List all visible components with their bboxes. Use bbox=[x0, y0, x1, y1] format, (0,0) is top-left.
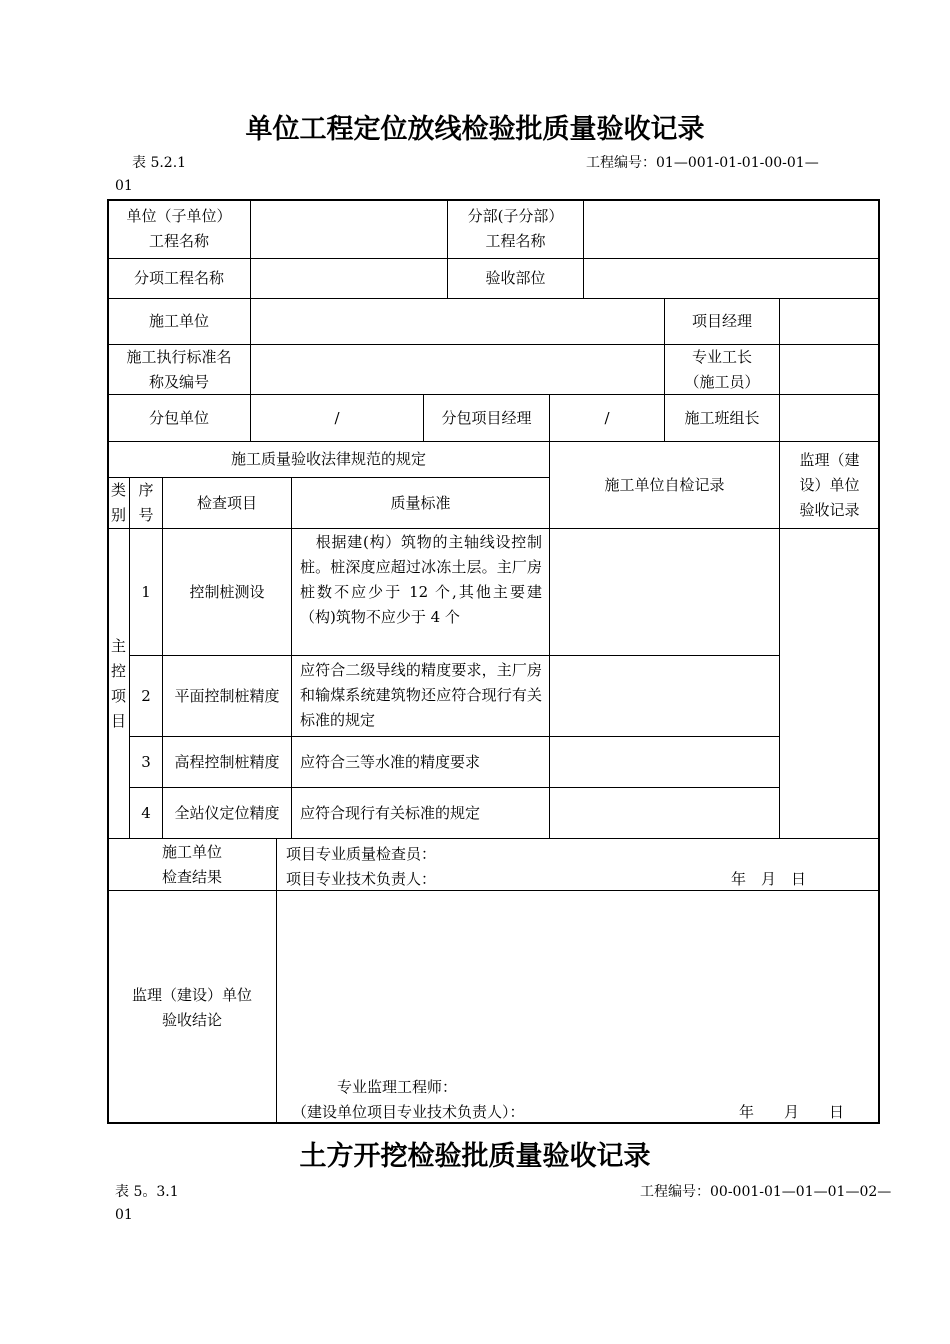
seq-header: 序 号 bbox=[138, 481, 154, 524]
tech-lead-label: 项目专业技术负责人： bbox=[286, 870, 437, 888]
sub-manager-value: / bbox=[604, 408, 610, 427]
supervision-header: 监理（建 设）单位 验收记录 bbox=[799, 450, 860, 519]
project-number: 工程编号：01—001-01-01-00-01— bbox=[586, 155, 819, 171]
item-name: 高程控制桩精度 bbox=[174, 752, 280, 771]
col-divider bbox=[583, 199, 584, 298]
item-seq: 3 bbox=[141, 752, 151, 771]
next-table-number: 表 5。3.1 bbox=[115, 1184, 179, 1200]
col-divider bbox=[276, 838, 277, 1124]
project-manager-label: 项目经理 bbox=[691, 312, 752, 330]
item-standard: 应符合二级导线的精度要求，主厂房和输煤系统建筑物还应符合现行有关标准的规定 bbox=[300, 661, 542, 729]
table-number: 表 5.2.1 bbox=[132, 155, 187, 171]
project-number-continued: 01 bbox=[115, 178, 133, 194]
next-project-number-continued: 01 bbox=[115, 1207, 133, 1223]
subcontractor-label: 分包单位 bbox=[148, 408, 209, 427]
foreman-label: 专业工长 （施工员） bbox=[684, 347, 760, 391]
next-form-title: 土方开挖检验批质量验收记录 bbox=[299, 1141, 651, 1172]
category-header: 类 别 bbox=[110, 481, 126, 524]
conclusion-label: 监理（建设）单位 验收结论 bbox=[131, 985, 252, 1029]
unit-project-name-label: 单位（子单位） 工程名称 bbox=[126, 207, 232, 250]
subitem-name-label: 分项工程名称 bbox=[133, 269, 224, 287]
item-seq: 1 bbox=[141, 582, 151, 601]
team-leader-label: 施工班组长 bbox=[684, 408, 760, 427]
check-date: 年 月 日 bbox=[731, 870, 807, 888]
acceptance-part-label: 验收部位 bbox=[485, 269, 546, 287]
item-seq: 2 bbox=[141, 686, 151, 705]
item-name: 控制桩测设 bbox=[189, 582, 265, 601]
conclusion-date: 年 月 日 bbox=[739, 1103, 845, 1121]
standard-header: 质量标准 bbox=[390, 493, 451, 512]
page-title: 单位工程定位放线检验批质量验收记录 bbox=[245, 114, 705, 145]
sub-manager-label: 分包项目经理 bbox=[441, 408, 532, 427]
item-name: 全站仪定位精度 bbox=[174, 803, 280, 822]
check-result-label: 施工单位 检查结果 bbox=[161, 842, 222, 886]
col-divider bbox=[779, 298, 780, 838]
regulation-header: 施工质量验收法律规范的规定 bbox=[230, 450, 426, 468]
supervising-engineer-label: 专业监理工程师： bbox=[337, 1078, 458, 1096]
division-project-name-label: 分部(子分部） 工程名称 bbox=[467, 207, 564, 250]
item-seq: 4 bbox=[141, 803, 151, 822]
item-standard: 应符合三等水准的精度要求 bbox=[300, 752, 481, 771]
self-check-header: 施工单位自检记录 bbox=[604, 475, 725, 494]
col-divider bbox=[291, 477, 292, 838]
next-project-number: 工程编号：00-001-01—01—01—02— bbox=[640, 1184, 892, 1200]
item-header: 检查项目 bbox=[196, 493, 257, 512]
item-standard: 根据建(构）筑物的主轴线设控制桩。桩深度应超过冰冻土层。主厂房桩数不应少于 12 个,其他主要建（构)筑物不应少于 4 个 bbox=[300, 533, 542, 626]
subcontractor-value: / bbox=[334, 408, 340, 427]
quality-inspector-label: 项目专业质量检查员： bbox=[286, 845, 437, 863]
owner-tech-lead-label: （建设单位项目专业技术负责人）： bbox=[292, 1103, 525, 1121]
standard-label: 施工执行标准名 称及编号 bbox=[126, 347, 232, 391]
item-standard: 应符合现行有关标准的规定 bbox=[300, 803, 481, 822]
item-name: 平面控制桩精度 bbox=[174, 686, 280, 705]
main-control-category: 主 控 项 目 bbox=[110, 636, 126, 730]
construction-unit-label: 施工单位 bbox=[148, 312, 209, 330]
